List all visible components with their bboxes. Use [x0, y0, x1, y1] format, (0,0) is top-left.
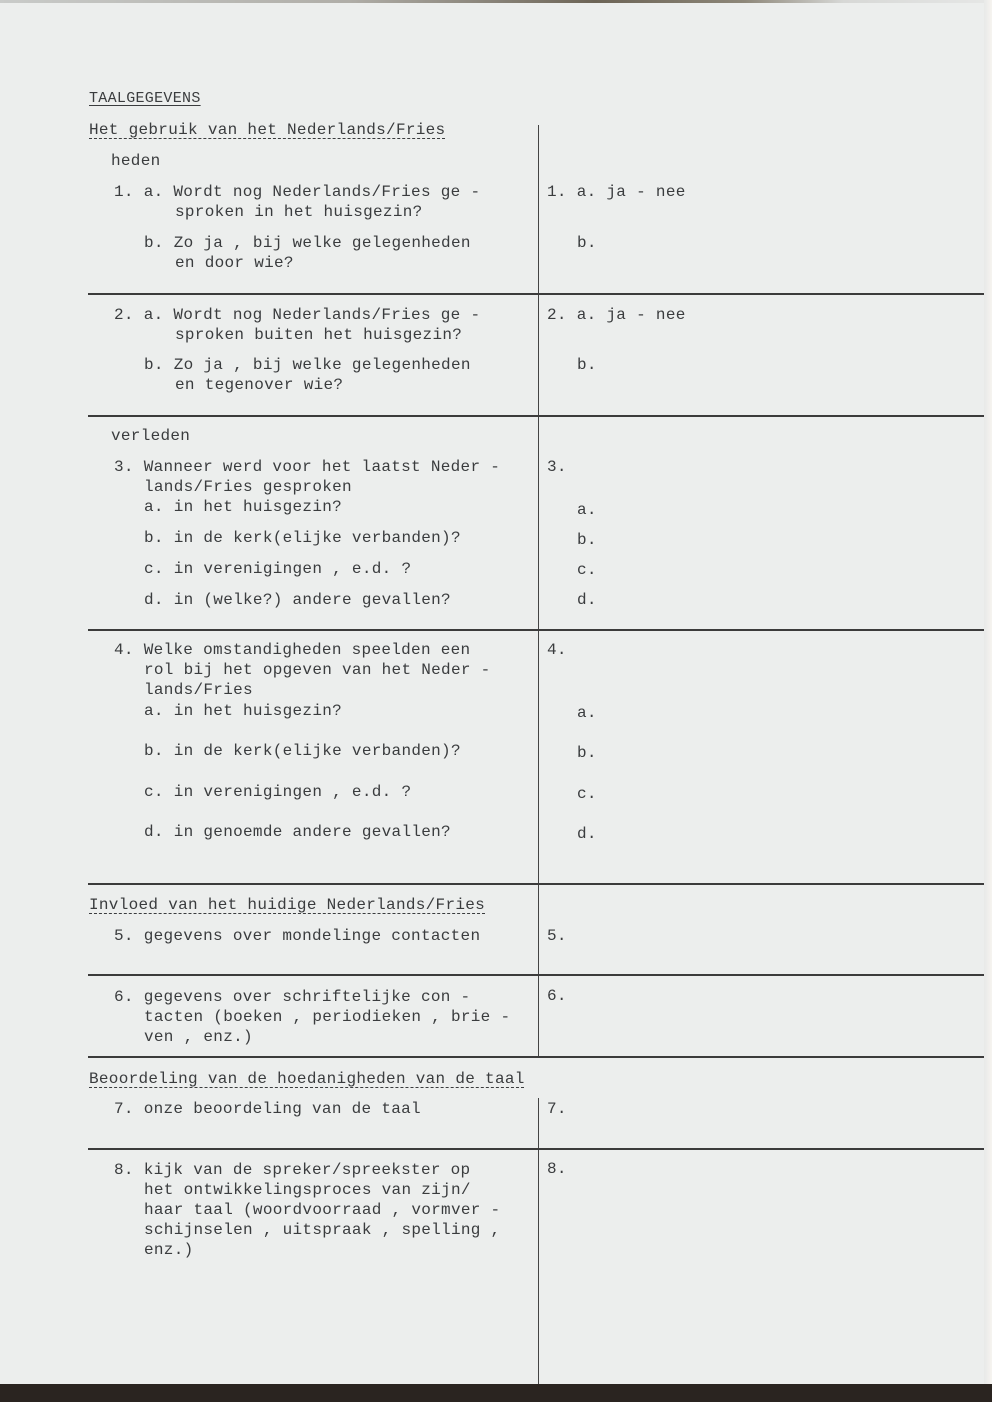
answer-field[interactable]: b. [577, 531, 597, 549]
scan-right-edge [984, 0, 992, 1384]
question-text: 4. Welke omstandigheden speelden een [114, 641, 471, 659]
question-text: haar taal (woordvoorraad , vormver - [144, 1201, 501, 1219]
question-text: a. in het huisgezin? [144, 702, 343, 720]
scan-bottom-edge [0, 1384, 992, 1402]
section-heading-beoordeling: Beoordeling van de hoedanigheden van de taal [89, 1070, 525, 1088]
question-text: c. in verenigingen , e.d. ? [144, 560, 412, 578]
question-text: sproken in het huisgezin? [175, 203, 423, 221]
column-divider-lower [538, 1098, 539, 1384]
question-text: b. in de kerk(elijke verbanden)? [144, 529, 461, 547]
page-title: TAALGEGEVENS [89, 90, 201, 107]
answer-field[interactable]: c. [577, 561, 597, 579]
question-text: b. in de kerk(elijke verbanden)? [144, 742, 461, 760]
question-text: b. Zo ja , bij welke gelegenheden [144, 234, 471, 252]
answer-field[interactable]: 5. [547, 927, 567, 945]
answer-field[interactable]: 7. [547, 1100, 567, 1118]
question-text: tacten (boeken , periodieken , brie - [144, 1008, 511, 1026]
question-text: rol bij het opgeven van het Neder - [144, 661, 491, 679]
row-divider [88, 974, 984, 976]
question-text: schijnselen , uitspraak , spelling , [144, 1221, 501, 1239]
scan-top-edge [0, 0, 992, 3]
question-text: a. in het huisgezin? [144, 498, 343, 516]
answer-field[interactable]: 4. [547, 641, 567, 659]
row-divider [88, 415, 984, 417]
subheading-heden: heden [111, 152, 161, 170]
question-text: en door wie? [175, 254, 294, 272]
column-divider [538, 125, 539, 1057]
question-text: d. in (welke?) andere gevallen? [144, 591, 451, 609]
row-divider [88, 1056, 984, 1058]
answer-field[interactable]: a. [577, 501, 597, 519]
answer-field[interactable]: d. [577, 825, 597, 843]
answer-field[interactable]: b. [577, 234, 597, 252]
question-text: 8. kijk van de spreker/spreekster op [114, 1161, 471, 1179]
question-text: d. in genoemde andere gevallen? [144, 823, 451, 841]
question-text: 7. onze beoordeling van de taal [114, 1100, 421, 1118]
question-text: 2. a. Wordt nog Nederlands/Fries ge - [114, 306, 481, 324]
question-text: 6. gegevens over schriftelijke con - [114, 988, 471, 1006]
answer-field[interactable]: 2. a. ja - nee [547, 306, 686, 324]
row-divider [88, 293, 984, 295]
question-text: b. Zo ja , bij welke gelegenheden [144, 356, 471, 374]
question-text: en tegenover wie? [175, 376, 344, 394]
answer-field[interactable]: 6. [547, 987, 567, 1005]
question-text: het ontwikkelingsproces van zijn/ [144, 1181, 471, 1199]
question-text: enz.) [144, 1241, 194, 1259]
answer-field[interactable]: d. [577, 591, 597, 609]
row-divider [88, 1148, 984, 1150]
subheading-verleden: verleden [111, 427, 191, 445]
question-text: 1. a. Wordt nog Nederlands/Fries ge - [114, 183, 481, 201]
answer-field[interactable]: b. [577, 744, 597, 762]
question-text: 5. gegevens over mondelinge contacten [114, 927, 481, 945]
question-text: ven , enz.) [144, 1028, 253, 1046]
question-text: lands/Fries [144, 681, 253, 699]
question-text: lands/Fries gesproken [144, 478, 352, 496]
answer-field[interactable]: c. [577, 785, 597, 803]
answer-field[interactable]: a. [577, 704, 597, 722]
row-divider [88, 629, 984, 631]
question-text: 3. Wanneer werd voor het laatst Neder - [114, 458, 501, 476]
answer-field[interactable]: b. [577, 356, 597, 374]
section-heading-gebruik: Het gebruik van het Nederlands/Fries [89, 121, 446, 139]
question-text: sproken buiten het huisgezin? [175, 326, 463, 344]
row-divider [88, 883, 984, 885]
answer-field[interactable]: 1. a. ja - nee [547, 183, 686, 201]
answer-field[interactable]: 8. [547, 1160, 567, 1178]
answer-field[interactable]: 3. [547, 458, 567, 476]
section-heading-invloed: Invloed van het huidige Nederlands/Fries [89, 896, 486, 914]
question-text: c. in verenigingen , e.d. ? [144, 783, 412, 801]
